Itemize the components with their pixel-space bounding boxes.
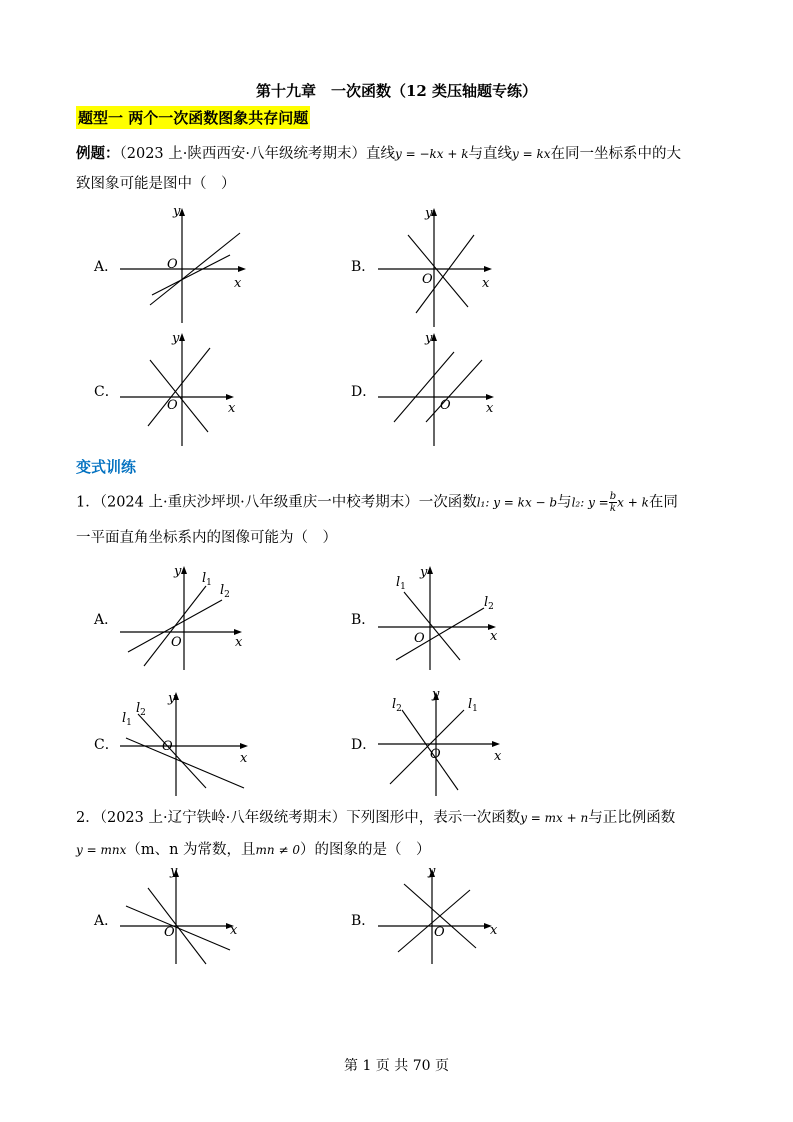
q2-eq2: y = mnx xyxy=(76,843,127,857)
axis-x-label: x xyxy=(486,401,494,416)
q2-prefix: 2．（2023 上·辽宁铁岭·八年级统考期末）下列图形中，表示一次函数 xyxy=(76,810,521,826)
example-line-1 xyxy=(76,144,681,164)
axis-x-label: x xyxy=(494,749,502,764)
example-source: （2023 上·陕西西安·八年级统考期末）直线 xyxy=(119,146,395,162)
axis-y-label: y xyxy=(420,565,428,580)
q2-cond: mn ≠ 0 xyxy=(255,843,300,857)
example-option-d: D． xyxy=(351,384,377,400)
axis-y-label: y xyxy=(425,331,433,346)
origin-label: O xyxy=(167,398,178,413)
axis-y-label: y xyxy=(428,864,436,879)
example-tail: 在同一坐标系中的大 xyxy=(550,146,682,162)
origin-label: O xyxy=(164,925,175,940)
q2-line-1 xyxy=(76,808,675,828)
q1-line-1 xyxy=(76,491,678,514)
q2-line2-b: ）的图象的是（ ） xyxy=(299,842,431,858)
origin-label: O xyxy=(430,747,441,762)
l2-label: $l_2$ xyxy=(392,697,402,714)
q1-graph-d xyxy=(378,688,513,798)
q1-prefix: 1．（2024 上·重庆沙坪坝·八年级重庆一中校考期末）一次函数 xyxy=(76,494,477,511)
example-graph-b xyxy=(378,205,508,330)
axis-y-label: y xyxy=(170,864,178,879)
example-line-2: 致图象可能是图中（ ） xyxy=(76,176,236,192)
q1-mid: 与 xyxy=(557,494,572,511)
axis-x-label: x xyxy=(490,923,498,938)
l2-label: $l_2$ xyxy=(136,701,146,718)
axis-x-label: x xyxy=(228,401,236,416)
axis-x-label: x xyxy=(482,276,490,291)
page-footer: 第 1 页 共 70 页 xyxy=(344,1058,449,1074)
axis-y-label: y xyxy=(168,691,176,706)
axis-x-label: x xyxy=(240,751,248,766)
q2-graph-a xyxy=(120,866,250,966)
q2-option-a: A． xyxy=(94,913,119,929)
q1-l2-eq-b: x + k xyxy=(617,495,649,510)
origin-label: O xyxy=(162,739,173,754)
axis-x-label: x xyxy=(235,635,243,650)
axis-y-label: y xyxy=(425,206,433,221)
axis-x-label: x xyxy=(230,923,238,938)
q1-option-d: D． xyxy=(351,737,377,753)
example-label: 例题： xyxy=(76,145,120,162)
q2-line-2 xyxy=(76,840,430,860)
l2-label: $l_2$ xyxy=(220,583,230,600)
q1-fraction xyxy=(609,491,617,514)
q2-option-b: B． xyxy=(351,913,376,929)
l1-label: $l_1$ xyxy=(396,575,406,592)
example-graph-d xyxy=(378,330,508,450)
q1-graph-a xyxy=(120,562,255,672)
section-heading: 题型一 两个一次函数图象共存问题 xyxy=(76,106,310,129)
origin-label: O xyxy=(414,631,425,646)
l1-label: $l_1$ xyxy=(468,697,478,714)
q1-option-a: A． xyxy=(94,612,119,628)
q1-graph-c xyxy=(120,688,260,798)
q2-graph-b xyxy=(378,866,508,966)
example-eq1: y = −kx + k xyxy=(394,147,469,161)
example-graph-a xyxy=(120,205,250,325)
q1-l2-eq-a: l₂: y = xyxy=(571,495,609,510)
example-eq2: y = kx xyxy=(512,147,551,161)
example-option-a: A． xyxy=(94,259,119,275)
q1-option-c: C． xyxy=(94,737,119,753)
axis-y-label: y xyxy=(432,687,440,702)
example-mid: 与直线 xyxy=(468,146,512,162)
q2-line2-a: （m、n 为常数，且 xyxy=(126,842,256,858)
axis-x-label: x xyxy=(234,276,242,291)
origin-label: O xyxy=(434,925,445,940)
q1-option-b: B． xyxy=(351,612,376,628)
q1-frac-den: k xyxy=(609,503,616,514)
axis-x-label: x xyxy=(490,629,498,644)
q1-line-2: 一平面直角坐标系内的图像可能为（ ） xyxy=(76,530,337,546)
example-graph-c xyxy=(120,330,250,450)
variant-heading: 变式训练 xyxy=(76,458,137,476)
example-option-c: C． xyxy=(94,384,119,400)
q2-eq1: y = mx + n xyxy=(520,811,589,825)
l2-label: $l_2$ xyxy=(484,595,494,612)
example-option-b: B． xyxy=(351,259,376,275)
origin-label: O xyxy=(167,257,178,272)
origin-label: O xyxy=(171,635,182,650)
q2-tail: 与正比例函数 xyxy=(588,810,676,826)
q1-tail: 在同 xyxy=(648,494,678,511)
q1-frac-num: b xyxy=(609,491,617,502)
q1-graph-b xyxy=(378,562,508,672)
origin-label: O xyxy=(422,272,433,287)
origin-label: O xyxy=(440,398,451,413)
q1-l1-eq: l₁: y = kx − b xyxy=(476,495,558,510)
axis-y-label: y xyxy=(172,331,180,346)
l1-label: $l_1$ xyxy=(122,711,132,728)
axis-y-label: y xyxy=(174,564,182,579)
axis-y-label: y xyxy=(173,204,181,219)
l1-label: $l_1$ xyxy=(202,571,212,588)
page-title: 第十九章 一次函数（12 类压轴题专练） xyxy=(255,82,538,100)
